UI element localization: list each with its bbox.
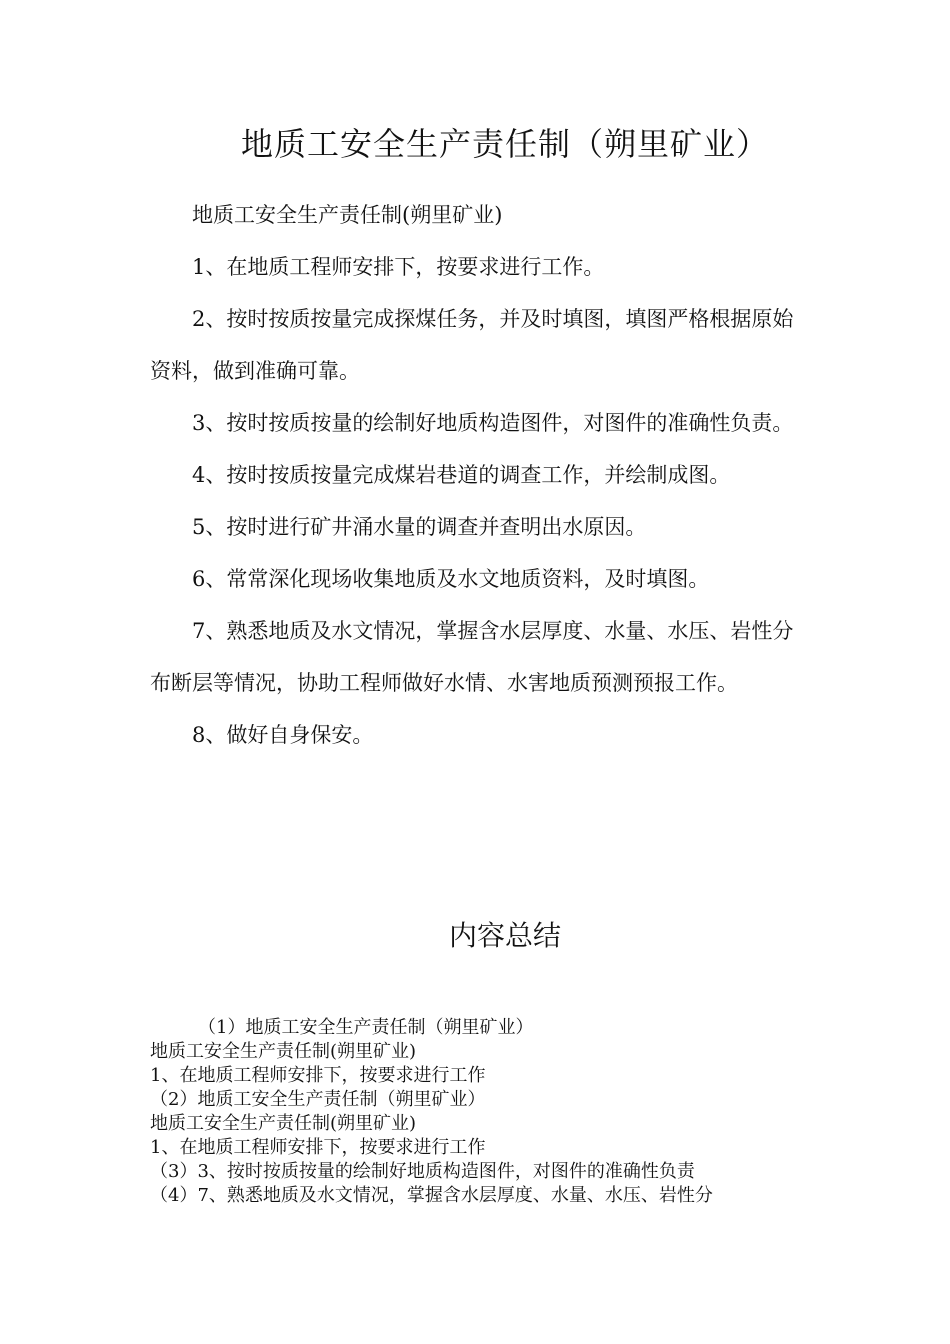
paragraph-subtitle: 地质工安全生产责任制(朔里矿业) (192, 203, 503, 227)
summary-title: 内容总结 (448, 919, 561, 952)
summary-line: （2）地质工安全生产责任制（朔里矿业） (150, 1089, 486, 1110)
paragraph-item-7: 7、熟悉地质及水文情况，掌握含水层厚度、水量、水压、岩性分布断层等情况，协助工程师做好水情、水害地质预测预报工作。 (150, 619, 794, 695)
paragraph-item-1: 1、在地质工程师安排下，按要求进行工作。 (192, 255, 605, 279)
summary-line: （4）7、熟悉地质及水文情况，掌握含水层厚度、水量、水压、岩性分 (150, 1185, 713, 1206)
summary-line: （1）地质工安全生产责任制（朔里矿业） (198, 1017, 534, 1038)
summary-line: 地质工安全生产责任制(朔里矿业) (150, 1041, 417, 1062)
summary-line: 地质工安全生产责任制(朔里矿业) (150, 1113, 417, 1134)
summary-line: 1、在地质工程师安排下，按要求进行工作 (150, 1065, 486, 1086)
document-body (150, 189, 800, 761)
paragraph-item-3: 3、按时按质按量的绘制好地质构造图件，对图件的准确性负责。 (192, 411, 794, 435)
paragraph-item-6: 6、常常深化现场收集地质及水文地质资料，及时填图。 (192, 567, 710, 591)
document-title: 地质工安全生产责任制（朔里矿业） (240, 125, 769, 163)
paragraph-item-5: 5、按时进行矿井涌水量的调查并查明出水原因。 (192, 515, 647, 539)
summary-line: （3）3、按时按质按量的绘制好地质构造图件，对图件的准确性负责 (150, 1161, 695, 1182)
paragraph-item-8: 8、做好自身保安。 (192, 723, 374, 747)
summary-section (150, 1016, 810, 1208)
paragraph-item-2: 2、按时按质按量完成探煤任务，并及时填图，填图严格根据原始资料，做到准确可靠。 (150, 307, 794, 383)
summary-line: 1、在地质工程师安排下，按要求进行工作 (150, 1137, 486, 1158)
paragraph-item-4: 4、按时按质按量完成煤岩巷道的调查工作，并绘制成图。 (192, 463, 731, 487)
